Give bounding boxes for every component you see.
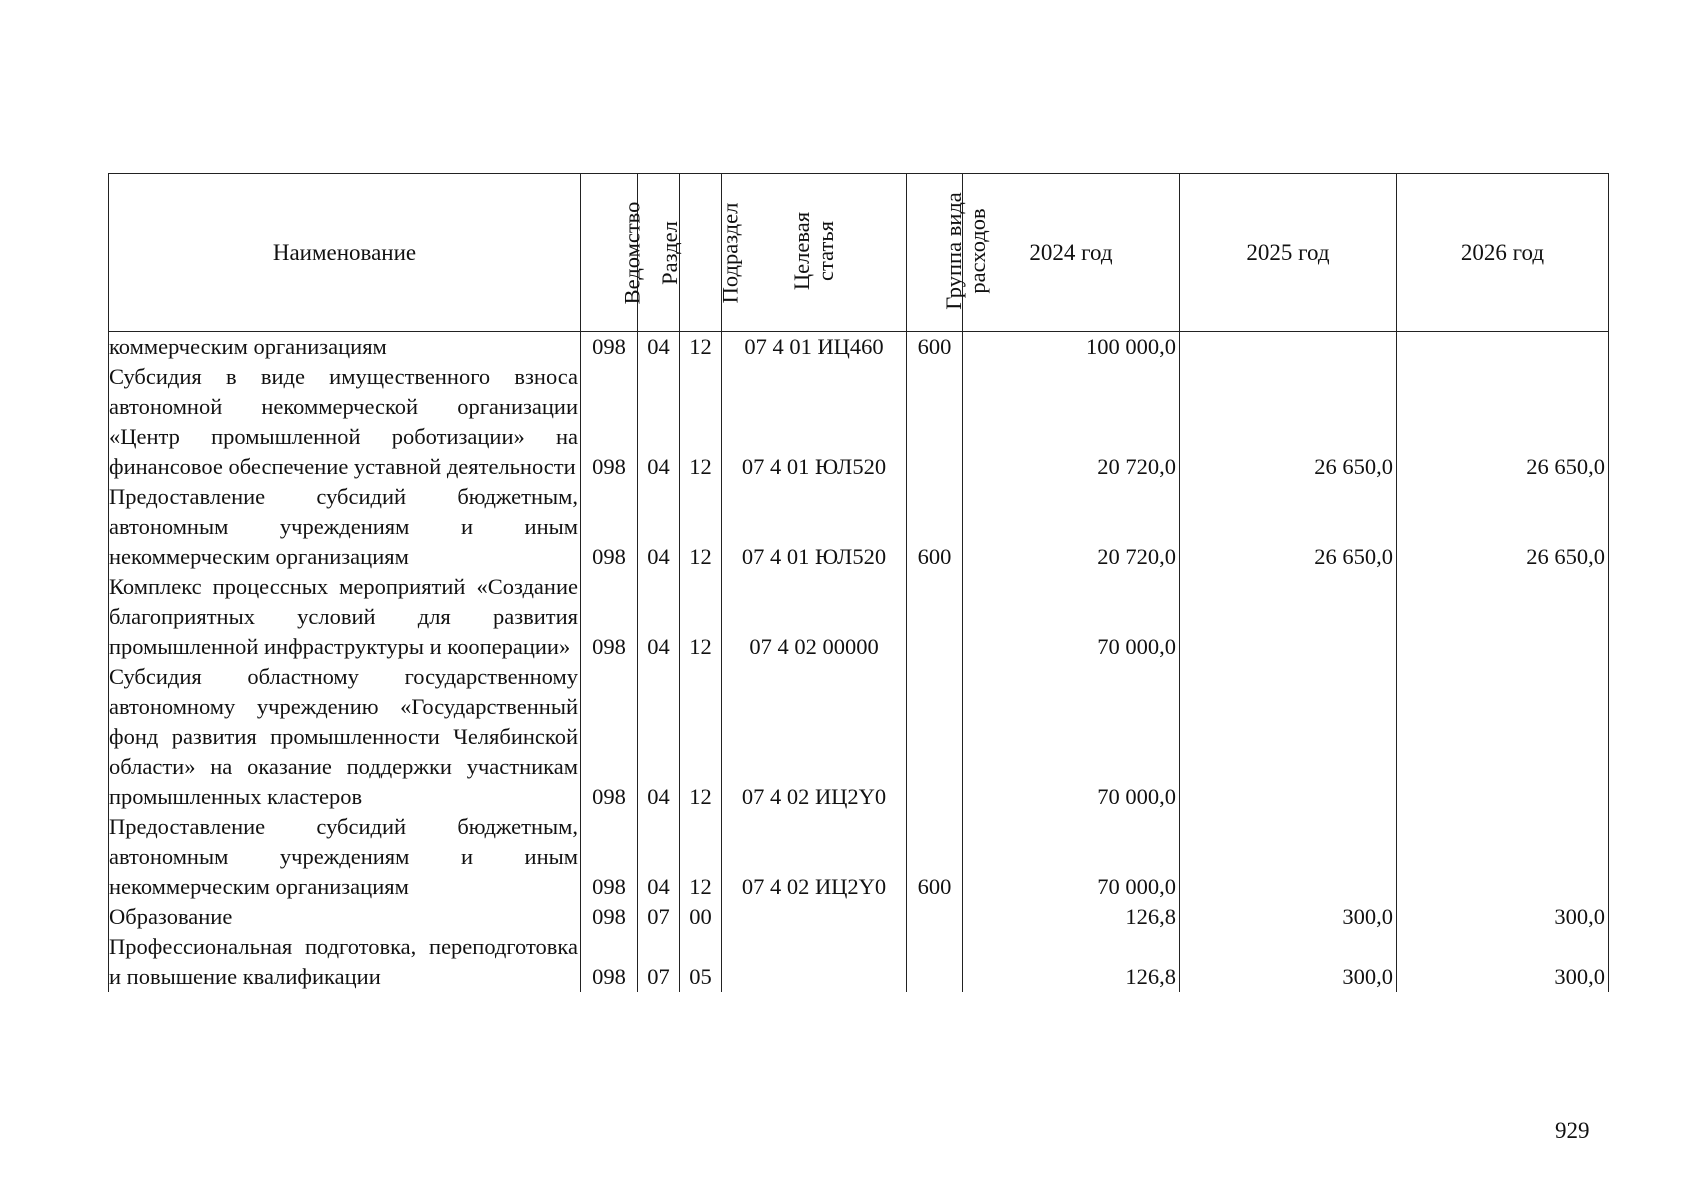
row-value-2026: 300,0	[1397, 902, 1609, 932]
row-value-2024: 20 720,0	[963, 482, 1180, 572]
row-value-2026: 26 650,0	[1397, 482, 1609, 572]
table-row	[109, 482, 1609, 572]
row-name: Субсидия областному государственному автономному учреждению «Государственный фонд развития промышленности Челябинской области» на оказание поддержки участникам промышленных кластеров	[109, 662, 581, 812]
row-celevaya: 07 4 01 ИЦ460	[722, 332, 907, 363]
table-row	[109, 812, 1609, 902]
budget-table	[108, 173, 1609, 992]
row-gruppa	[907, 662, 963, 812]
row-celevaya: 07 4 02 ИЦ2Y0	[722, 662, 907, 812]
header-2024: 2024 год	[963, 174, 1180, 332]
header-razdel: Раздел	[638, 174, 680, 332]
row-value-2025: 300,0	[1180, 902, 1397, 932]
row-vedomstvo: 098	[581, 902, 638, 932]
row-gruppa: 600	[907, 812, 963, 902]
row-razdel: 04	[638, 662, 680, 812]
header-name: Наименование	[109, 174, 581, 332]
row-vedomstvo: 098	[581, 482, 638, 572]
header-2026: 2026 год	[1397, 174, 1609, 332]
row-value-2024: 100 000,0	[963, 332, 1180, 363]
row-razdel: 04	[638, 572, 680, 662]
header-2025: 2025 год	[1180, 174, 1397, 332]
row-vedomstvo: 098	[581, 362, 638, 482]
row-value-2024: 126,8	[963, 932, 1180, 992]
row-name: Профессиональная подготовка, переподготовка и повышение квалификации	[109, 932, 581, 992]
row-value-2024: 126,8	[963, 902, 1180, 932]
row-podrazdel: 12	[680, 482, 722, 572]
row-value-2024: 20 720,0	[963, 362, 1180, 482]
table-row	[109, 362, 1609, 482]
row-value-2025: 26 650,0	[1180, 362, 1397, 482]
row-gruppa	[907, 902, 963, 932]
table-row	[109, 902, 1609, 932]
row-name: Предоставление субсидий бюджетным, автономным учреждениям и иным некоммерческим организациям	[109, 812, 581, 902]
row-value-2025	[1180, 572, 1397, 662]
row-value-2024: 70 000,0	[963, 662, 1180, 812]
row-razdel: 04	[638, 362, 680, 482]
row-gruppa: 600	[907, 332, 963, 363]
row-name: Комплекс процессных мероприятий «Создание благоприятных условий для развития промышленной инфраструктуры и кооперации»	[109, 572, 581, 662]
row-value-2025	[1180, 812, 1397, 902]
row-podrazdel: 12	[680, 662, 722, 812]
row-name: Субсидия в виде имущественного взноса автономной некоммерческой организации «Центр промышленной роботизации» на финансовое обеспечение уставной деятельности	[109, 362, 581, 482]
row-value-2025: 300,0	[1180, 932, 1397, 992]
row-vedomstvo: 098	[581, 932, 638, 992]
row-podrazdel: 05	[680, 932, 722, 992]
row-value-2025	[1180, 662, 1397, 812]
row-podrazdel: 12	[680, 332, 722, 363]
row-value-2024: 70 000,0	[963, 812, 1180, 902]
row-value-2026	[1397, 662, 1609, 812]
row-name: Образование	[109, 902, 581, 932]
header-vedomstvo: Ведомство	[581, 174, 638, 332]
row-gruppa	[907, 572, 963, 662]
row-razdel: 07	[638, 902, 680, 932]
table-header	[109, 174, 1609, 332]
row-value-2025: 26 650,0	[1180, 482, 1397, 572]
row-value-2026: 300,0	[1397, 932, 1609, 992]
row-razdel: 04	[638, 332, 680, 363]
row-gruppa: 600	[907, 482, 963, 572]
row-podrazdel: 12	[680, 362, 722, 482]
header-podrazdel: Подраздел	[680, 174, 722, 332]
table-row	[109, 332, 1609, 363]
row-name: Предоставление субсидий бюджетным, автономным учреждениям и иным некоммерческим организациям	[109, 482, 581, 572]
row-celevaya	[722, 932, 907, 992]
table-row	[109, 932, 1609, 992]
row-celevaya: 07 4 01 ЮЛ520	[722, 362, 907, 482]
row-value-2026	[1397, 572, 1609, 662]
row-razdel: 04	[638, 812, 680, 902]
row-value-2026: 26 650,0	[1397, 362, 1609, 482]
row-celevaya: 07 4 02 00000	[722, 572, 907, 662]
table-row	[109, 572, 1609, 662]
header-gruppa: Группа вида расходов	[907, 174, 963, 332]
row-value-2024: 70 000,0	[963, 572, 1180, 662]
row-value-2026	[1397, 812, 1609, 902]
header-celevaya: Целевая статья	[722, 174, 907, 332]
row-gruppa	[907, 362, 963, 482]
table-row	[109, 662, 1609, 812]
row-vedomstvo: 098	[581, 572, 638, 662]
row-gruppa	[907, 932, 963, 992]
page-number: 929	[1555, 1118, 1590, 1143]
row-value-2026	[1397, 332, 1609, 363]
row-podrazdel: 00	[680, 902, 722, 932]
row-name: коммерческим организациям	[109, 332, 581, 363]
table-body	[109, 332, 1609, 993]
row-podrazdel: 12	[680, 572, 722, 662]
row-razdel: 07	[638, 932, 680, 992]
row-value-2025	[1180, 332, 1397, 363]
row-celevaya: 07 4 01 ЮЛ520	[722, 482, 907, 572]
row-razdel: 04	[638, 482, 680, 572]
row-vedomstvo: 098	[581, 812, 638, 902]
row-vedomstvo: 098	[581, 662, 638, 812]
row-celevaya: 07 4 02 ИЦ2Y0	[722, 812, 907, 902]
row-vedomstvo: 098	[581, 332, 638, 363]
row-podrazdel: 12	[680, 812, 722, 902]
row-celevaya	[722, 902, 907, 932]
